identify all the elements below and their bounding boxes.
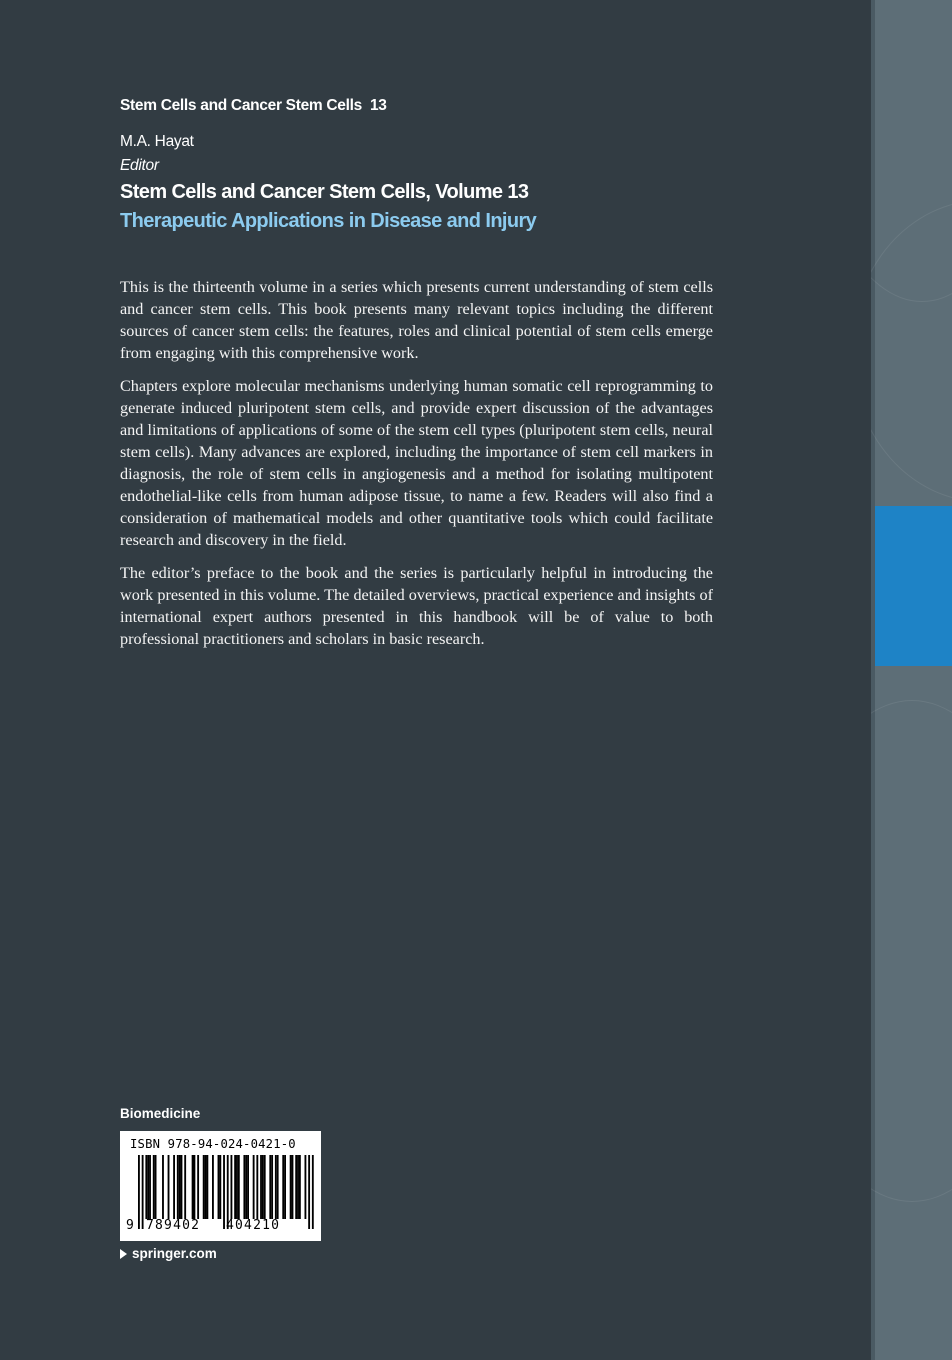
barcode-bar xyxy=(284,1155,286,1219)
spine-strip xyxy=(871,0,952,1360)
series-heading xyxy=(120,97,387,115)
barcode-bar xyxy=(231,1155,233,1219)
barcode-bar xyxy=(290,1155,292,1219)
book-description xyxy=(120,276,713,661)
barcode-bar xyxy=(206,1155,208,1219)
barcode-bar xyxy=(245,1155,247,1219)
book-title: Stem Cells and Cancer Stem Cells, Volume 13 xyxy=(120,181,529,203)
ean-first-digit: 9 xyxy=(126,1218,134,1233)
barcode-bar xyxy=(297,1155,299,1219)
barcode-bar xyxy=(269,1155,271,1219)
barcode-bar xyxy=(153,1155,155,1219)
barcode-bar xyxy=(243,1155,245,1219)
barcode-bar xyxy=(247,1155,249,1219)
barcode-bar xyxy=(218,1155,220,1219)
subject-category: Biomedicine xyxy=(120,1106,201,1121)
barcode-guard-bar xyxy=(308,1155,310,1229)
barcode-bar xyxy=(282,1155,284,1219)
barcode-bar xyxy=(295,1155,297,1219)
ean-right-digits: 404210 xyxy=(226,1218,281,1233)
description-paragraph: Chapters explore molecular mechanisms underlying human somatic cell reprogramming to generate induced pluripotent stem cells, and provide expert discussion of the advantages and limitations of applications of some of the stem cell types (pluripotent stem cells, neural stem cells). Many advances are explored, including the importance of stem cell markers in diagnosis, the role of stem cells in angiogenesis and a method for isolating multipotent endothelial-like cells from human adipose tissue, to name a few. Readers will also find a consideration of mathematical models and other quantitative tools which could facilitate research and discovery in the field. xyxy=(120,377,713,549)
barcode-bar xyxy=(147,1155,149,1219)
barcode-guard-bar xyxy=(312,1155,314,1229)
isbn-label: ISBN 978-94-024-0421-0 xyxy=(130,1137,296,1151)
series-name: Stem Cells and Cancer Stem Cells xyxy=(120,97,362,114)
barcode-bar xyxy=(238,1155,240,1219)
barcode-bar xyxy=(271,1155,273,1219)
barcode-guard-bar xyxy=(138,1155,140,1229)
barcode-bar xyxy=(275,1155,277,1219)
barcode-bar xyxy=(181,1155,183,1219)
barcode-bar xyxy=(173,1155,175,1219)
barcode-bar xyxy=(234,1155,236,1219)
barcode-bar xyxy=(205,1155,207,1219)
barcode-bar xyxy=(197,1155,199,1219)
isbn-barcode xyxy=(120,1131,321,1241)
barcode-bar xyxy=(192,1155,194,1219)
barcode-bar xyxy=(264,1155,266,1219)
series-number: 13 xyxy=(369,97,387,114)
barcode-bar xyxy=(168,1155,170,1219)
barcode-bar xyxy=(299,1155,301,1219)
barcode-bar xyxy=(155,1155,157,1219)
website-label: springer.com xyxy=(132,1246,217,1261)
barcode-bar xyxy=(260,1155,262,1219)
barcode-guard-bar xyxy=(223,1155,225,1229)
barcode-bar xyxy=(253,1155,255,1219)
barcode-bar xyxy=(262,1155,264,1219)
barcode-bar xyxy=(256,1155,258,1219)
book-subtitle: Therapeutic Applications in Disease and Injury xyxy=(120,210,537,232)
description-paragraph: This is the thirteenth volume in a series which presents current understanding of stem cells and cancer stem cells. This book presents many relevant topics including the different sources of cancer stem cells: the features, roles and clinical potential of stem cells emerge from engaging with this comprehensive work. xyxy=(120,278,713,362)
barcode-guard-bar xyxy=(142,1155,144,1229)
spine-pattern xyxy=(871,700,952,1202)
barcode-bar xyxy=(194,1155,196,1219)
barcode-bar xyxy=(236,1155,238,1219)
barcode-bar xyxy=(277,1155,279,1219)
editor-name: M.A. Hayat xyxy=(120,133,194,150)
barcode-bar xyxy=(145,1155,147,1219)
publisher-website[interactable] xyxy=(120,1246,217,1261)
barcode-bar xyxy=(219,1155,221,1219)
editor-role: Editor xyxy=(120,157,159,174)
barcode-bar xyxy=(184,1155,186,1219)
barcode-bar xyxy=(179,1155,181,1219)
barcode-bar xyxy=(177,1155,179,1219)
spine-accent-block xyxy=(875,506,952,666)
description-paragraph: The editor’s preface to the book and the series is particularly helpful in introducing the work presented in this volume. The detailed overviews, practical experience and insights of international expert authors presented in this handbook will be of value to both professional practitioners and scholars in basic research. xyxy=(120,564,713,648)
barcode-bar xyxy=(305,1155,307,1219)
barcode-bar xyxy=(149,1155,151,1219)
arrow-right-icon xyxy=(120,1249,127,1259)
barcode-bar xyxy=(162,1155,164,1219)
barcode-bar xyxy=(292,1155,294,1219)
ean-left-digits: 789402 xyxy=(146,1218,201,1233)
barcode-bar xyxy=(203,1155,205,1219)
barcode-bar xyxy=(212,1155,214,1219)
